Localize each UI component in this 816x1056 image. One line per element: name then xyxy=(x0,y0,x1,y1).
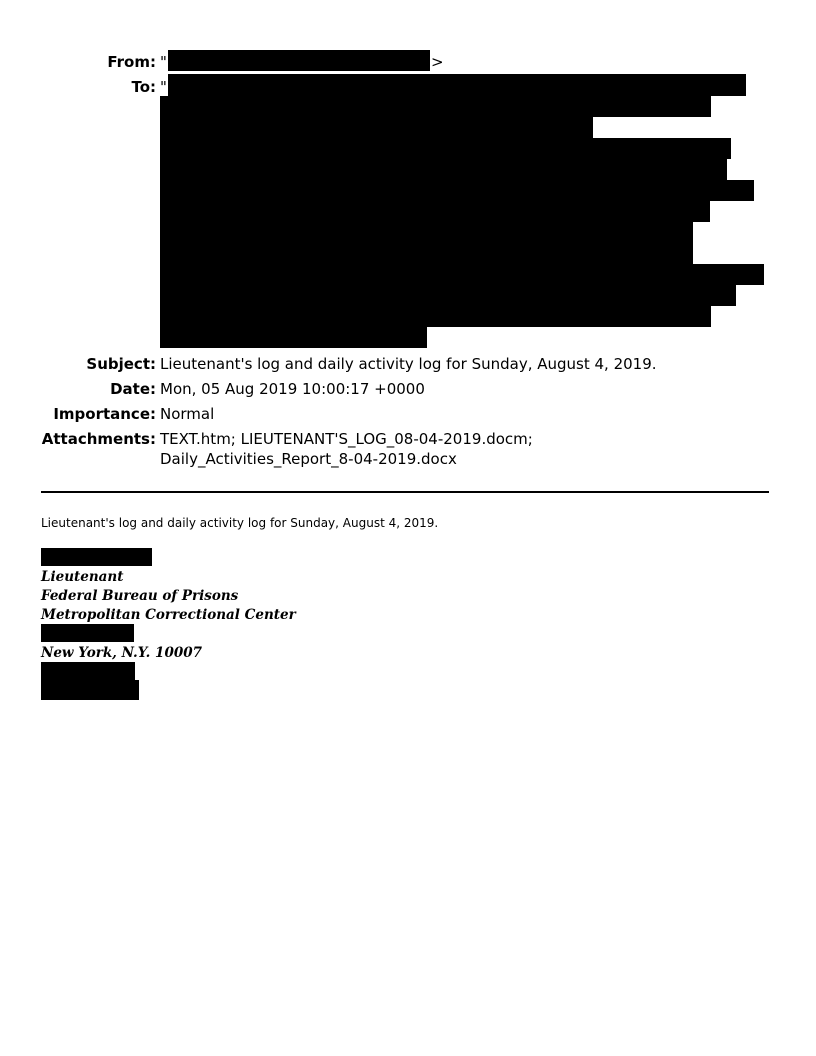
signature-org: Federal Bureau of Prisons xyxy=(41,588,239,604)
to-redaction-bar xyxy=(160,159,727,180)
signature-phone-redaction xyxy=(41,662,135,682)
to-redaction-bar xyxy=(160,222,693,243)
from-redaction xyxy=(168,50,430,71)
signature-fax-redaction xyxy=(41,680,139,700)
signature-title: Lieutenant xyxy=(41,569,124,585)
attachments-value: TEXT.htm; LIEUTENANT'S_LOG_08-04-2019.docm; Daily_Activities_Report_8-04-2019.docx xyxy=(160,430,533,468)
signature-city: New York, N.Y. 10007 xyxy=(41,645,203,661)
to-redaction-bar xyxy=(160,96,711,117)
to-quote: " xyxy=(160,78,167,96)
signature-address-redaction xyxy=(41,624,134,642)
to-redaction-bar xyxy=(160,180,754,201)
to-redaction-bar xyxy=(160,264,764,285)
importance-value: Normal xyxy=(160,405,215,423)
signature-name-redaction xyxy=(41,548,152,566)
to-redaction-bar xyxy=(160,327,427,348)
signature-facility: Metropolitan Correctional Center xyxy=(41,607,296,623)
body-text: Lieutenant's log and daily activity log for Sunday, August 4, 2019. xyxy=(41,516,439,530)
to-redaction-bar xyxy=(160,285,736,306)
importance-label: Importance: xyxy=(53,405,156,423)
to-redaction-bar xyxy=(160,243,693,264)
from-quote: " xyxy=(160,53,167,71)
date-value: Mon, 05 Aug 2019 10:00:17 +0000 xyxy=(160,380,425,398)
from-label: From: xyxy=(107,53,156,71)
to-redaction-bar xyxy=(160,201,710,222)
to-redaction-bar xyxy=(168,74,746,96)
to-redaction-bar xyxy=(160,138,731,159)
from-suffix: > xyxy=(431,53,444,71)
subject-label: Subject: xyxy=(86,355,156,373)
to-label: To: xyxy=(131,78,156,96)
to-redaction-bar xyxy=(160,117,593,138)
date-label: Date: xyxy=(110,380,156,398)
subject-value: Lieutenant's log and daily activity log for Sunday, August 4, 2019. xyxy=(160,355,657,373)
attachments-label: Attachments: xyxy=(41,430,156,448)
to-redaction-bar xyxy=(160,306,711,327)
header-divider xyxy=(41,491,769,493)
